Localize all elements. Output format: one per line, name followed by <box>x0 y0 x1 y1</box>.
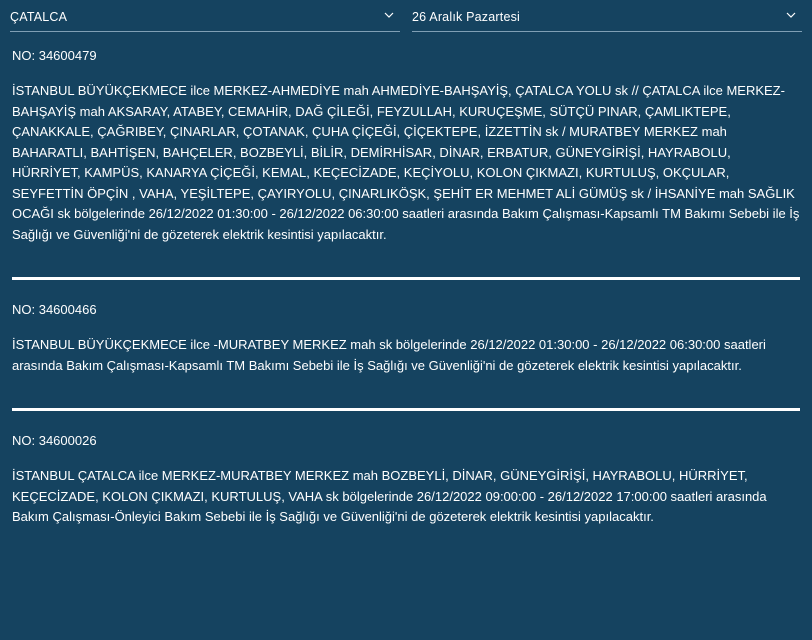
chevron-down-icon <box>384 10 394 20</box>
divider <box>12 277 800 280</box>
district-select-label: ÇATALCA <box>10 9 68 24</box>
list-item <box>10 302 802 378</box>
list-item <box>10 48 802 247</box>
outage-description: İSTANBUL BÜYÜKÇEKMECE ilce MERKEZ-AHMEDİYE mah AHMEDİYE-BAHŞAYİŞ, ÇATALCA YOLU sk // ÇATALCA ilce MERKEZ-BAHŞAYİŞ mah AKSARAY, ATABEY, CEMAHİR, DAĞ ÇİLEĞİ, FEYZULLAH, KURUÇEŞME, SÜTÇÜ PINAR, ÇAMLIKTEPE, ÇANAKKALE, ÇAĞRIBEY, ÇINARLAR, ÇOTANAK, ÇUHA ÇİÇEĞİ, ÇİÇEKTEPE, İZZETTİN sk / MURATBEY MERKEZ mah BAHARATLI, BAHTİŞEN, BAHÇELER, BOZBEYLİ, BİLİR, DEMİRHİSAR, DİNAR, ERBATUR, GÜNEYGİRİŞİ, HAYRABOLU, HÜRRİYET, KAMPÜS, KANARYA ÇİÇEĞİ, KEMAL, KEÇECİZADE, KEÇİYOLU, KOLON ÇIKMAZI, KURTULUŞ, OKÇULAR, SEYFETTİN ÖPÇİN , VAHA, YEŞİLTEPE, ÇAYIRYOLU, ÇINARLIKÖŞK, ŞEHİT ER MEHMET ALİ GÜMÜŞ sk / İHSANİYE mah SAĞLIK OCAĞI sk bölgelerinde 26/12/2022 01:30:00 - 26/12/2022 06:30:00 saatleri arasında Bakım Çalışması-Kapsamlı TM Bakımı Sebebi ile İş Sağlığı ve Güvenliği'ni de gözeterek elektrik kesintisi yapılacaktır. <box>12 83 800 242</box>
outage-number: NO: 34600466 <box>12 302 97 317</box>
outage-number: NO: 34600026 <box>12 433 97 448</box>
date-select-label: 26 Aralık Pazartesi <box>412 9 521 24</box>
outage-description: İSTANBUL BÜYÜKÇEKMECE ilce -MURATBEY MERKEZ mah sk bölgelerinde 26/12/2022 01:30:00 - 26/12/2022 06:30:00 saatleri arasında Bakım Çalışması-Kapsamlı TM Bakımı Sebebi ile İş Sağlığı ve Güvenliği'ni de gözeterek elektrik kesintisi yapılacaktır. <box>12 337 766 373</box>
district-select[interactable] <box>10 2 400 32</box>
outage-number: NO: 34600479 <box>12 48 97 63</box>
divider <box>12 408 800 411</box>
date-select[interactable] <box>412 2 802 32</box>
outage-list <box>10 48 802 530</box>
outage-description: İSTANBUL ÇATALCA ilce MERKEZ-MURATBEY MERKEZ mah BOZBEYLİ, DİNAR, GÜNEYGİRİŞİ, HAYRABOLU, HÜRRİYET, KEÇECİZADE, KOLON ÇIKMAZI, KURTULUŞ, VAHA sk bölgelerinde 26/12/2022 09:00:00 - 26/12/2022 17:00:00 saatleri arasında Bakım Çalışması-Önleyici Bakım Sebebi ile İş Sağlığı ve Güvenliği'ni de gözeterek elektrik kesintisi yapılacaktır. <box>12 468 767 524</box>
filter-bar <box>10 0 802 32</box>
chevron-down-icon <box>786 10 796 20</box>
list-item <box>10 433 802 530</box>
